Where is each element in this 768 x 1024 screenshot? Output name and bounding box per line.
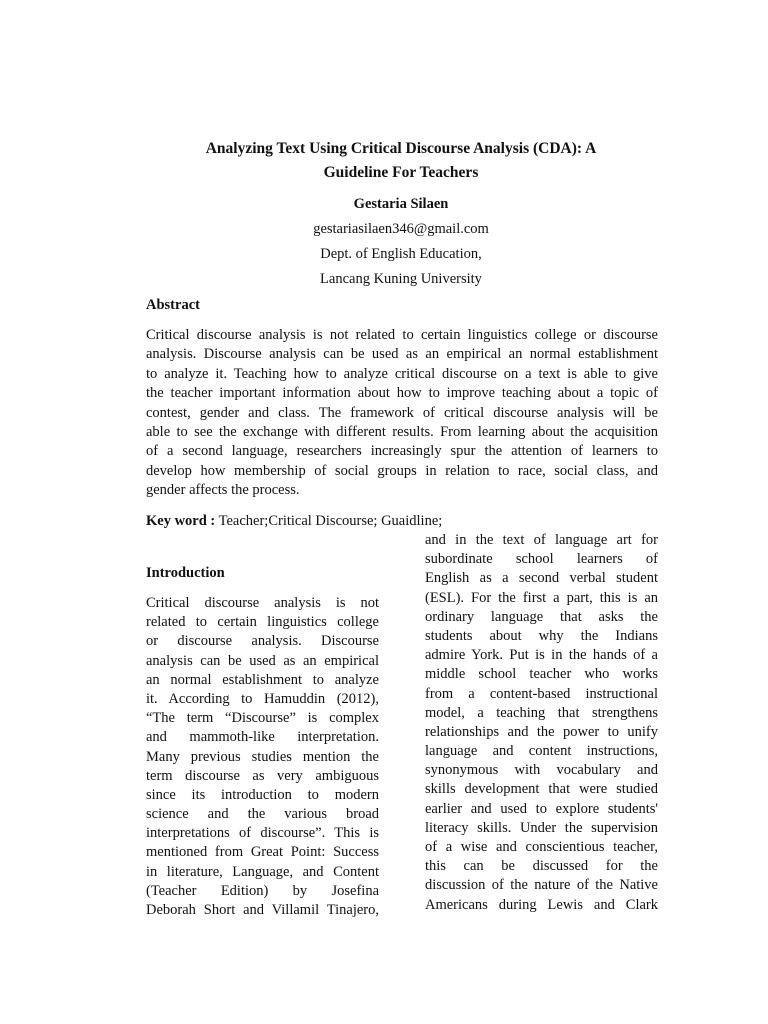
abstract-line: develop how membership of social groups in relation to race, social class, and — [146, 462, 658, 479]
paper-title — [150, 137, 652, 185]
keywords — [146, 512, 442, 531]
text-line: in literature, Language, and Content — [146, 863, 379, 880]
text-line: synonymous with vocabulary and — [425, 762, 658, 779]
text-line: middle school teacher who works — [425, 666, 658, 683]
abstract-body — [146, 326, 658, 501]
text-line: subordinate school learners of — [425, 551, 658, 568]
author-department: Dept. of English Education, — [320, 246, 482, 262]
text-line: discussion of the nature of the Native — [425, 877, 658, 894]
abstract-line: of a second language, researchers increasingly spur the attention of learners to — [146, 443, 658, 460]
text-line: Critical discourse analysis is not — [146, 595, 379, 611]
text-line: this can be discussed for the — [425, 858, 658, 875]
abstract-line: contest, gender and class. The framework of critical discourse analysis will be — [146, 404, 658, 421]
keywords-label: Key word : — [146, 513, 216, 529]
text-line: from a content-based instructional — [425, 685, 658, 702]
abstract-line: analysis. Discourse analysis can be used as an empirical an normal establishment — [146, 346, 658, 363]
author-name: Gestaria Silaen — [353, 196, 449, 212]
text-line: language and content instructions, — [425, 743, 658, 760]
text-line: analysis can be used as an empirical — [146, 652, 379, 669]
text-line: mentioned from Great Point: Success — [146, 844, 379, 861]
text-line: students about why the Indians — [425, 627, 658, 644]
text-line: it. According to Hamuddin (2012), — [146, 690, 379, 707]
text-line: skills development that were studied — [425, 781, 658, 798]
introduction-heading: Introduction — [146, 565, 225, 581]
abstract-heading: Abstract — [146, 297, 200, 313]
text-line: “The term “Discourse” is complex — [146, 710, 379, 727]
text-line: or discourse analysis. Discourse — [146, 633, 379, 650]
text-line: relationships and the power to unify — [425, 723, 658, 740]
text-line: and mammoth-like interpretation. — [146, 729, 379, 746]
text-line: science and the various broad — [146, 806, 379, 823]
text-line: (Teacher Edition) by Josefina — [146, 882, 379, 899]
text-line: Deborah Short and Villamil Tinajero, — [146, 902, 379, 918]
abstract-line: Critical discourse analysis is not related to certain linguistics college or discourse — [146, 327, 658, 343]
text-line: earlier and used to explore students' — [425, 800, 658, 817]
introduction-left-column — [146, 594, 379, 920]
title-line-1: Analyzing Text Using Critical Discourse Analysis (CDA): A — [205, 140, 597, 157]
text-line: and in the text of language art for — [425, 532, 658, 548]
text-line: an normal establishment to analyze — [146, 671, 379, 688]
keywords-value: Teacher;Critical Discourse; Guaidline; — [215, 513, 443, 529]
text-line: Americans during Lewis and Clark — [425, 896, 658, 913]
text-line: literacy skills. Under the supervision — [425, 819, 658, 836]
introduction-right-column — [425, 531, 658, 915]
text-line: interpretations of discourse”. This is — [146, 825, 379, 842]
abstract-line: the teacher important information about how to improve teaching about a topic of — [146, 385, 658, 402]
text-line: of a wise and conscientious teacher, — [425, 839, 658, 855]
text-line: related to certain linguistics college — [146, 614, 379, 631]
text-line: admire York. Put is in the hands of a — [425, 647, 658, 664]
author-university: Lancang Kuning University — [320, 271, 482, 287]
text-line: since its introduction to modern — [146, 786, 379, 803]
text-line: Many previous studies mention the — [146, 748, 379, 765]
abstract-line: to analyze it. Teaching how to analyze critical discourse on a text is able to give — [146, 365, 658, 382]
title-line-2: Guideline For Teachers — [323, 164, 479, 181]
author-email: gestariasilaen346@gmail.com — [313, 221, 489, 237]
text-line: ordinary language that asks the — [425, 608, 658, 625]
text-line: term discourse as very ambiguous — [146, 767, 379, 784]
text-line: English as a second verbal student — [425, 570, 658, 587]
abstract-line: gender affects the process. — [146, 482, 300, 499]
text-line: (ESL). For the first a part, this is an — [425, 589, 658, 606]
abstract-line: able to see the exchange with different results. From learning about the acquisition — [146, 423, 658, 440]
text-line: model, a teaching that strengthens — [425, 704, 658, 721]
